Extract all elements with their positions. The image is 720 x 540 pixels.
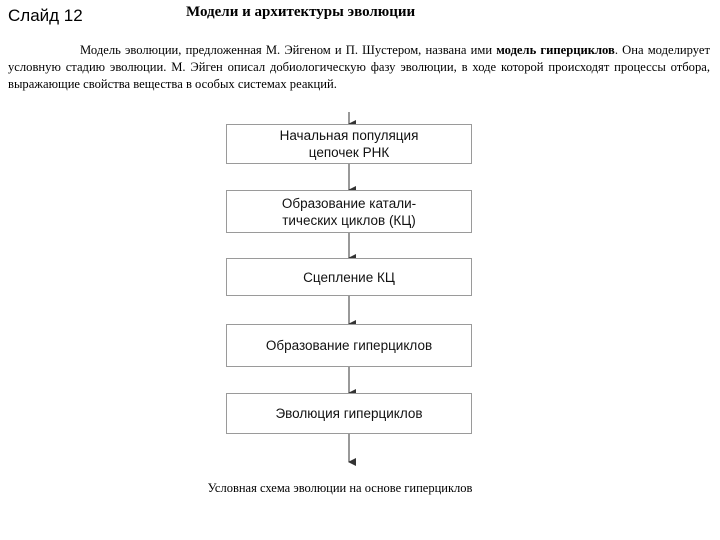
figure-caption [0,481,720,496]
flow-step-hypercycle-evolution [226,393,472,434]
flow-step-label: Образование катали- тических циклов (КЦ) [281,195,417,228]
flow-step-hypercycle-formation [226,324,472,367]
flow-step-label: Образование гиперциклов [265,338,433,353]
page-title: Модели и архитектуры эволюции [186,4,416,20]
flow-step-label: Начальная популяция цепочек РНК [279,128,419,160]
intro-text-after: . Она моделирует условную стадию эволюции. М. Эйген описал добиологическую фазу эволюции, в ходе которой происходят процессы отбора, выражающие свойства вещества в особых системах реакций. [8,43,710,91]
flow-step-initial-population [226,124,472,164]
slide-number-label: Слайд 12 [8,6,83,25]
flow-step-cc-coupling [226,258,472,296]
flow-step-label: Эволюция гиперциклов [275,406,423,421]
intro-term-bold: модель гиперциклов [496,43,615,57]
intro-text-before: Модель эволюции, предложенная М. Эйгеном и П. Шустером, названа ими [80,43,497,57]
flow-step-catalytic-cycles [226,190,472,233]
flow-step-label: Сцепление КЦ [303,269,395,285]
figure-caption-text: Условная схема эволюции на основе гиперциклов [207,481,473,495]
